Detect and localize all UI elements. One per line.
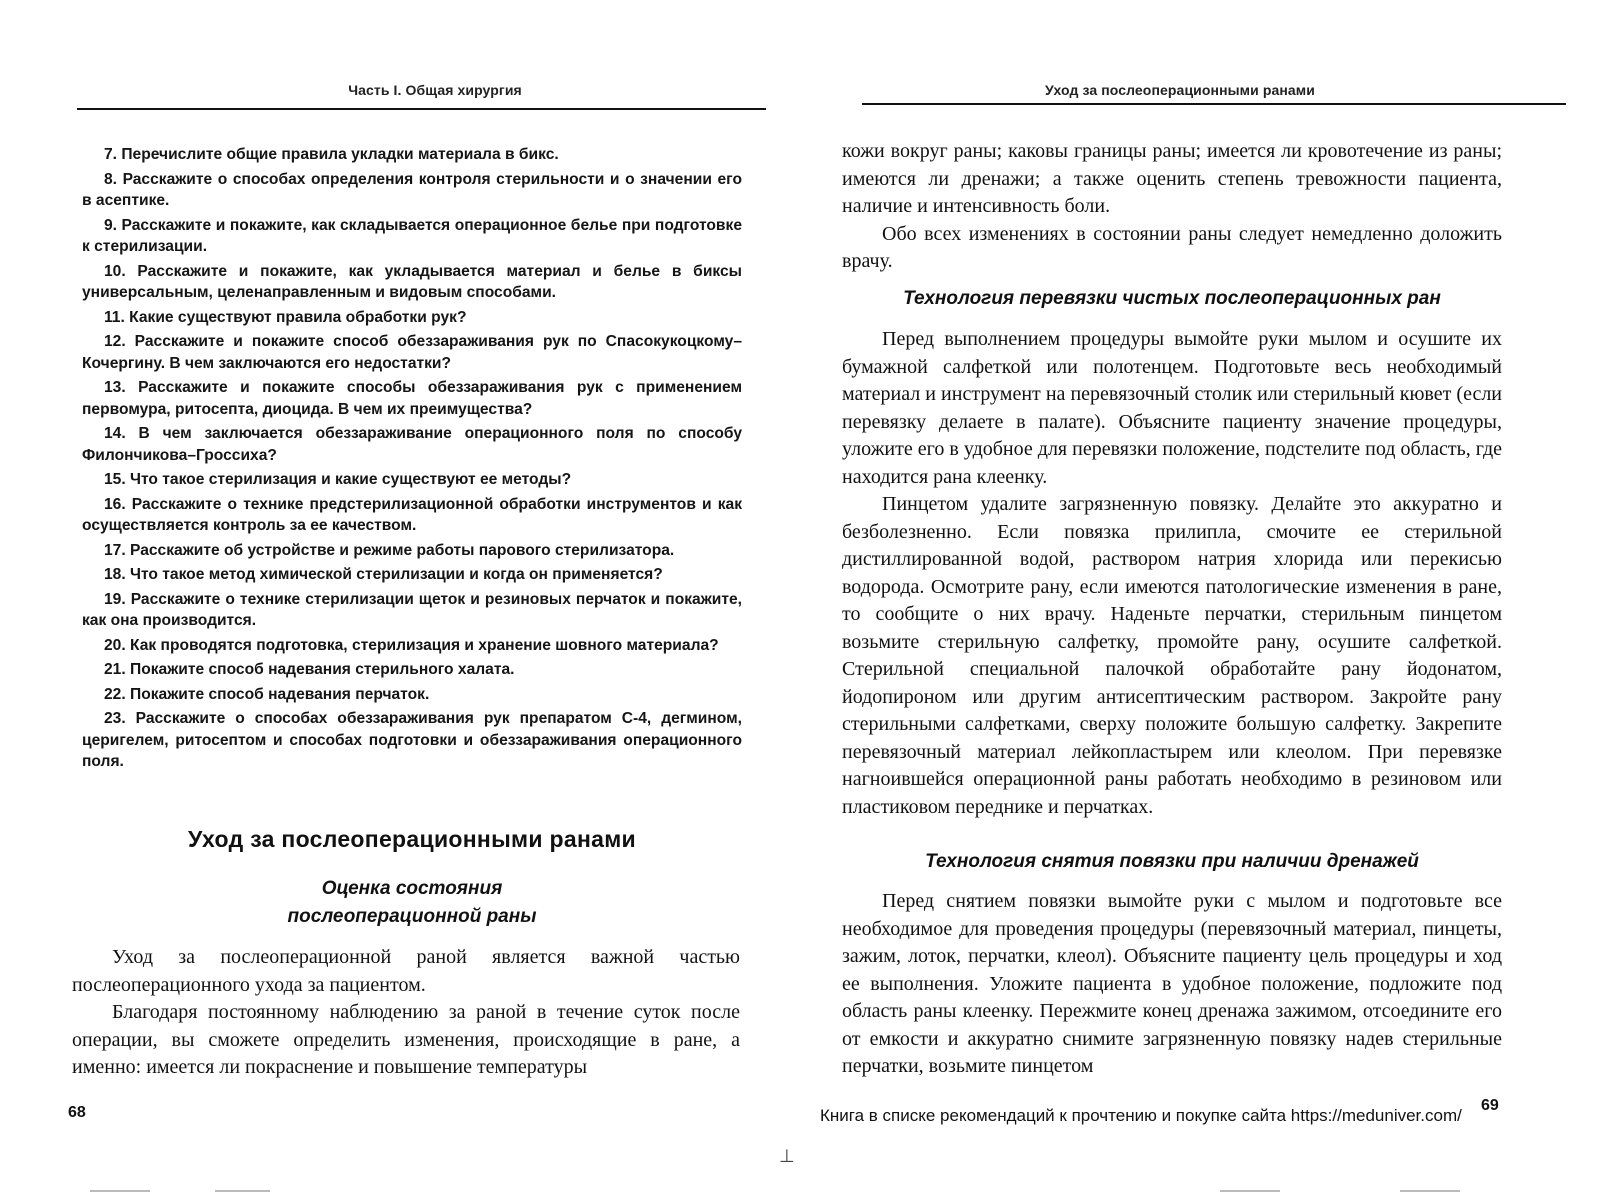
- scan-mark: [1400, 1190, 1460, 1192]
- paragraph: Уход за послеоперационной раной является важной частью послеоперационного ухода за пациентом.: [72, 946, 740, 996]
- question-item: 16. Расскажите о технике предстерилизационной обработки инструментов и как осуществляется контроль за ее качеством.: [82, 495, 742, 534]
- scan-mark: [90, 1190, 150, 1192]
- question-item: 17. Расскажите об устройстве и режиме работы парового стерилизатора.: [104, 541, 675, 559]
- paragraph: Пинцетом удалите загрязненную повязку. Делайте это аккуратно и безболезненно. Если повязка прилипла, смочите ее стерильной дистиллированной водой, раствором натрия хлорида или перекисью водорода. Осмотрите рану, если имеются патологические изменения в ране, то сообщите о них врачу. Наденьте перчатки, стерильным пинцетом возьмите стерильную салфетку, промойте рану, осушите салфеткой. Стерильной специальной палочкой обработайте рану йодонатом, йодопироном или другим антисептическим раствором. Закройте рану стерильными салфетками, сверху положите большую салфетку. Закрепите перевязочный материал лейкопластырем или клеолом. При перевязке нагноившейся операционной раны работать необходимо в резиновом или пластиковом переднике и перчатках.: [842, 493, 1502, 818]
- running-head-left: Часть I. Общая хирургия: [348, 82, 522, 98]
- right-section2-text: [842, 888, 1502, 1081]
- paragraph: Обо всех изменениях в состоянии раны следует немедленно доложить врачу.: [842, 222, 1502, 272]
- question-item: 13. Расскажите и покажите способы обеззараживания рук с применением первомура, ритосепта, диоцида. В чем их преимущества?: [82, 379, 742, 418]
- section-title-clean-wounds: Технология перевязки чистых послеоперационных ран: [903, 288, 1441, 309]
- question-item: 8. Расскажите о способах определения контроля стерильности и о значении его в асептике.: [82, 170, 742, 209]
- question-item: 18. Что такое метод химической стерилизации и когда он применяется?: [104, 566, 663, 583]
- question-item: 23. Расскажите о способах обеззараживания рук препаратом С-4, дегмином, церигелем, ритосептом и способах подготовки и обеззараживания операционного поля.: [82, 710, 742, 770]
- page-number-left: 68: [68, 1104, 86, 1121]
- chapter-title: Уход за послеоперационными ранами: [188, 826, 636, 852]
- question-item: 11. Какие существуют правила обработки рук?: [104, 308, 467, 326]
- header-rule-right: [862, 103, 1566, 105]
- question-item: 20. Как проводятся подготовка, стерилизация и хранение шовного материала?: [104, 636, 719, 654]
- question-item: 12. Расскажите и покажите способ обеззараживания рук по Спасокукоцкому–Кочергину. В чем заключаются его недостатки?: [82, 333, 742, 372]
- paragraph: Перед снятием повязки вымойте руки с мылом и подготовьте все необходимое для проведения процедуры (перевязочный материал, пинцеты, зажим, лоток, перчатки, клеол). Объясните пациенту цель процедуры и ход ее выполнения. Уложите пациента в удобное положение, подложите под область раны клеенку. Пережмите конец дренажа зажимом, отсоедините его от емкости и аккуратно снимите загрязненную повязку надев стерильные перчатки, возьмите пинцетом: [842, 890, 1502, 1077]
- page-number-right: 69: [1481, 1097, 1499, 1114]
- question-item: 15. Что такое стерилизация и какие существуют ее методы?: [104, 471, 572, 488]
- running-head-right: Уход за послеоперационными ранами: [1045, 82, 1315, 98]
- section-title-drainage: Технология снятия повязки при наличии дренажей: [925, 851, 1419, 872]
- paragraph: Перед выполнением процедуры вымойте руки мылом и осушите их бумажной салфеткой или полотенцем. Подготовьте весь необходимый материал и инструмент на перевязочный столик или стерильный кювет (если перевязку делаете в палате). Объясните пациенту значение процедуры, уложите его в удобное для перевязки положение, подстелите под область, где находится рана клеенку.: [842, 328, 1502, 488]
- section-title-line1: Оценка состояния: [321, 878, 503, 899]
- question-item: 22. Покажите способ надевания перчаток.: [104, 685, 430, 703]
- paragraph: кожи вокруг раны; каковы границы раны; имеется ли кровотечение из раны; имеются ли дренажи; а также оценить степень тревожности пациента, наличие и интенсивность боли.: [842, 140, 1502, 217]
- right-page: [800, 0, 1601, 1197]
- footer-recommendation-text: Книга в списке рекомендаций к прочтению и покупке сайта https://meduniver.com/: [820, 1106, 1462, 1125]
- question-item: 10. Расскажите и покажите, как укладывается материал и белье в биксы универсальным, целенаправленным и видовым способами.: [82, 262, 742, 301]
- question-item: 21. Покажите способ надевания стерильного халата.: [104, 661, 515, 678]
- paragraph: Благодаря постоянному наблюдению за раной в течение суток после операции, вы сможете определить изменения, происходящие в ране, а именно: имеется ли покраснение и повышение температуры: [72, 1001, 740, 1078]
- question-item: 7. Перечислите общие правила укладки материала в бикс.: [104, 146, 559, 163]
- left-page: [0, 0, 790, 1197]
- left-body-text: [72, 944, 740, 1082]
- right-section1-text: [842, 326, 1502, 821]
- question-item: 9. Расскажите и покажите, как складывается операционное белье при подготовке к стерилизации.: [82, 216, 742, 255]
- question-item: 14. В чем заключается обеззараживание операционного поля по способу Филончикова–Гроссиха?: [82, 425, 742, 464]
- question-item: 19. Расскажите о технике стерилизации щеток и резиновых перчаток и покажите, как она производится.: [82, 590, 742, 629]
- section-title-line2: послеоперационной раны: [287, 906, 537, 927]
- review-questions: [82, 144, 742, 776]
- scan-mark: [215, 1190, 270, 1192]
- header-rule-left: [77, 108, 766, 110]
- right-intro-text: [842, 138, 1502, 276]
- scan-mark: [1220, 1190, 1280, 1192]
- spine-mark-icon: ⊥: [779, 1146, 795, 1167]
